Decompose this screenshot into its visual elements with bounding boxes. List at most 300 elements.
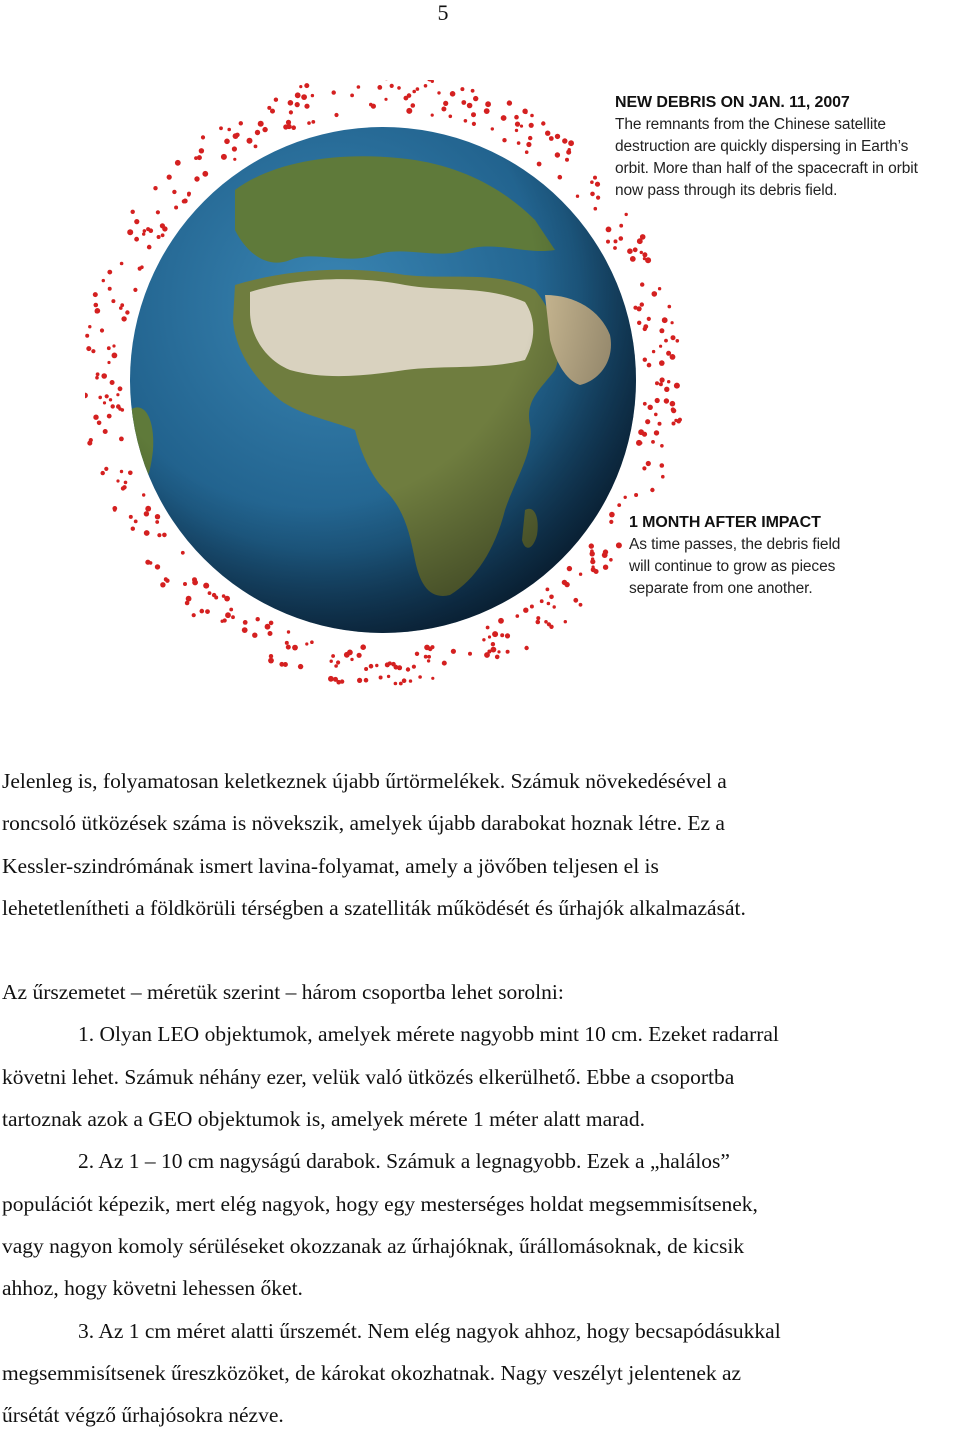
- debris-dot: [287, 630, 290, 633]
- debris-dot: [487, 650, 491, 654]
- debris-dot: [283, 124, 288, 129]
- debris-dot: [451, 649, 456, 654]
- debris-dot: [590, 180, 594, 184]
- debris-dot: [502, 138, 506, 142]
- debris-dot: [613, 246, 617, 250]
- debris-dot: [536, 620, 541, 625]
- debris-dot: [671, 408, 676, 413]
- debris-dot: [203, 583, 209, 589]
- debris-dot: [505, 633, 510, 638]
- debris-dot: [205, 609, 210, 614]
- debris-dot: [199, 148, 204, 153]
- debris-dot: [155, 514, 160, 519]
- debris-dot: [654, 430, 659, 435]
- debris-dot: [643, 402, 647, 406]
- debris-dot: [119, 437, 124, 442]
- debris-dot: [225, 612, 231, 618]
- debris-dot: [643, 358, 647, 362]
- debris-dot: [603, 565, 608, 570]
- debris-dot: [157, 533, 161, 537]
- debris-dot: [153, 186, 157, 190]
- debris-dot: [125, 310, 129, 314]
- debris-dot: [614, 239, 618, 243]
- debris-dot: [517, 141, 521, 145]
- debris-dot: [332, 90, 336, 94]
- debris-dot: [506, 650, 510, 654]
- debris-dot: [590, 551, 595, 556]
- debris-dot: [528, 136, 532, 140]
- debris-dot: [292, 645, 298, 651]
- debris-dot: [450, 91, 456, 97]
- debris-dot: [334, 664, 338, 668]
- debris-dot: [415, 652, 419, 656]
- debris-dot: [497, 650, 500, 653]
- debris-dot: [116, 479, 119, 482]
- debris-dot: [112, 344, 115, 347]
- debris-dot: [283, 662, 288, 667]
- debris-dot: [192, 613, 196, 617]
- debris-dot: [93, 292, 98, 297]
- debris-dot: [357, 678, 362, 683]
- text-line: megsemmisítsenek űreszközöket, de károkat okozhatnak. Nagy veszélyt jelentenek az: [2, 1352, 952, 1394]
- debris-dot: [155, 520, 159, 524]
- debris-dot: [336, 660, 340, 664]
- debris-dot: [591, 567, 596, 572]
- debris-dot: [109, 398, 112, 401]
- debris-dot: [255, 130, 260, 135]
- debris-dot: [219, 126, 223, 130]
- debris-dot: [107, 414, 112, 419]
- debris-dot: [91, 349, 95, 353]
- debris-dot: [549, 136, 554, 141]
- debris-dot: [102, 279, 105, 282]
- debris-dot: [619, 236, 624, 241]
- debris-dot: [431, 677, 434, 680]
- debris-dot: [229, 608, 233, 612]
- debris-dot: [101, 373, 107, 379]
- debris-dot: [161, 233, 165, 237]
- debris-dot: [553, 605, 556, 608]
- caption-line: now pass through its debris field.: [615, 180, 960, 202]
- debris-dot: [134, 219, 139, 224]
- debris-dot: [247, 138, 253, 144]
- debris-dot: [567, 566, 572, 571]
- debris-dot: [640, 251, 643, 254]
- debris-dot: [647, 363, 652, 368]
- debris-dot: [646, 461, 651, 466]
- debris-dot: [192, 577, 197, 582]
- debris-dot: [652, 291, 658, 297]
- debris-dot: [98, 396, 102, 400]
- debris-dot: [640, 282, 644, 286]
- debris-dot: [118, 386, 123, 391]
- debris-dot: [111, 299, 115, 303]
- debris-dot: [565, 158, 569, 162]
- debris-dot: [239, 121, 243, 125]
- debris-dot: [252, 633, 257, 638]
- debris-dot: [122, 485, 126, 489]
- debris-dot: [664, 398, 669, 403]
- debris-dot: [224, 139, 230, 145]
- debris-dot: [520, 125, 523, 128]
- debris-dot: [371, 104, 376, 109]
- debris-dot: [336, 680, 341, 685]
- debris-dot: [645, 419, 650, 424]
- debris-dot: [407, 93, 412, 98]
- debris-dot: [330, 660, 333, 663]
- debris-dot: [379, 676, 383, 680]
- debris-dot: [331, 654, 335, 658]
- debris-dot: [549, 595, 554, 600]
- text-line: 1. Olyan LEO objektumok, amelyek mérete nagyobb mint 10 cm. Ezeket radarral: [2, 1013, 952, 1055]
- debris-dot: [298, 664, 303, 669]
- caption-line: will continue to grow as pieces: [629, 556, 889, 578]
- debris-dot: [576, 195, 579, 198]
- debris-dot: [295, 92, 301, 98]
- debris-dot: [289, 110, 293, 114]
- caption-new-debris-heading: NEW DEBRIS ON JAN. 11, 2007: [615, 92, 960, 114]
- debris-dot: [645, 257, 651, 263]
- debris-dot: [515, 129, 518, 132]
- debris-dot: [526, 142, 531, 147]
- debris-dot: [655, 398, 660, 403]
- debris-dot: [609, 512, 615, 518]
- debris-dot: [387, 675, 390, 678]
- debris-dot: [360, 644, 366, 650]
- debris-dot: [655, 381, 659, 385]
- debris-dot: [138, 267, 142, 271]
- debris-dot: [672, 422, 676, 426]
- debris-dot: [660, 377, 665, 382]
- debris-dot: [364, 678, 369, 683]
- body-text: [2, 760, 952, 1436]
- debris-dot: [427, 659, 430, 662]
- debris-dot: [134, 520, 138, 524]
- debris-dot: [86, 346, 91, 351]
- debris-dot: [636, 440, 642, 446]
- debris-dot: [486, 626, 490, 630]
- debris-dot: [659, 360, 665, 366]
- debris-dot: [412, 665, 416, 669]
- debris-dot: [616, 542, 622, 548]
- text-line: 2. Az 1 – 10 cm nagyságú darabok. Számuk a legnagyobb. Ezek a „halálos”: [2, 1140, 952, 1182]
- caption-line: As time passes, the debris field: [629, 534, 889, 556]
- debris-dot: [530, 114, 534, 118]
- text-line: Kessler-szindrómának ismert lavina-folyamat, amely a jövőben teljesen el is: [2, 845, 952, 887]
- debris-dot: [602, 552, 608, 558]
- debris-dot: [131, 210, 135, 214]
- debris-dot: [110, 380, 115, 385]
- debris-dot: [377, 85, 382, 90]
- debris-dot: [95, 376, 99, 380]
- text-line: roncsoló ütközések száma is növekszik, amelyek újabb darabokat hoznak létre. Ez a: [2, 802, 952, 844]
- debris-dot: [472, 122, 476, 126]
- debris-dot: [491, 642, 495, 646]
- debris-dot: [93, 415, 98, 420]
- debris-dot: [637, 306, 642, 311]
- debris-dot: [134, 237, 139, 242]
- debris-dot: [107, 270, 112, 275]
- debris-dot: [674, 383, 680, 389]
- debris-dot: [651, 440, 655, 444]
- debris-dot: [471, 112, 476, 117]
- debris-dot: [568, 140, 574, 146]
- debris-dot: [111, 404, 115, 408]
- debris-dot: [399, 682, 403, 686]
- debris-dot: [174, 206, 178, 210]
- debris-dot: [671, 321, 674, 324]
- debris-dot: [162, 226, 167, 231]
- debris-dot: [334, 113, 338, 117]
- debris-dot: [536, 616, 540, 620]
- debris-dot: [143, 229, 147, 233]
- debris-dot: [609, 520, 613, 524]
- debris-dot: [214, 596, 218, 600]
- debris-dot: [201, 135, 205, 139]
- text-line: vagy nagyon komoly sérüléseket okozzanak az űrhajóknak, űrállomásoknak, de kicsik: [2, 1225, 952, 1267]
- debris-dot: [573, 598, 578, 603]
- debris-dot: [558, 175, 563, 180]
- debris-dot: [121, 316, 126, 321]
- debris-dot: [291, 125, 296, 130]
- debris-dot: [88, 325, 91, 328]
- debris-dot: [89, 438, 93, 442]
- debris-dot: [668, 305, 672, 309]
- debris-dot: [659, 382, 663, 386]
- debris-dot: [301, 94, 307, 100]
- debris-dot: [431, 80, 434, 83]
- debris-dot: [181, 551, 185, 555]
- debris-dot: [299, 85, 302, 88]
- debris-dot: [311, 120, 315, 124]
- debris-dot: [468, 652, 472, 656]
- debris-dot: [500, 633, 504, 637]
- debris-dot: [660, 444, 664, 448]
- debris-dot: [95, 310, 99, 314]
- debris-dot: [555, 134, 560, 139]
- debris-dot: [606, 240, 610, 244]
- debris-dot: [619, 224, 623, 228]
- debris-dot: [394, 682, 398, 686]
- debris-dot: [442, 661, 447, 666]
- debris-dot: [129, 515, 133, 519]
- debris-dot: [667, 380, 670, 383]
- debris-dot: [590, 559, 595, 564]
- debris-dot: [270, 109, 275, 114]
- debris-dot: [156, 210, 160, 214]
- debris-dot: [304, 83, 309, 88]
- debris-dot: [514, 115, 519, 120]
- debris-dot: [647, 317, 651, 321]
- debris-dot: [579, 603, 583, 607]
- caption-new-debris: [615, 92, 960, 202]
- debris-dot: [350, 658, 353, 661]
- debris-dot: [101, 471, 105, 475]
- debris-dot: [609, 558, 613, 562]
- debris-dot: [431, 114, 434, 117]
- debris-dot: [596, 196, 600, 200]
- debris-dot: [267, 106, 271, 110]
- debris-dot: [437, 91, 440, 94]
- debris-dot: [127, 229, 133, 235]
- debris-dot: [427, 655, 431, 659]
- debris-dot: [254, 145, 258, 149]
- debris-dot: [540, 599, 544, 603]
- debris-dot: [634, 493, 638, 497]
- debris-dot: [108, 287, 112, 291]
- debris-dot: [523, 608, 528, 613]
- debris-dot: [375, 664, 378, 667]
- debris-dot: [411, 103, 416, 108]
- debris-dot: [145, 506, 151, 512]
- text-line: lehetetlenítheti a földkörüli térségben a szatelliták működését és űrhajók alkalmazását.: [2, 887, 952, 929]
- debris-dot: [262, 127, 267, 132]
- debris-dot: [650, 488, 654, 492]
- debris-dot: [164, 577, 168, 581]
- debris-dot: [661, 475, 665, 479]
- debris-dot: [654, 413, 658, 417]
- debris-dot: [155, 564, 160, 569]
- debris-dot: [529, 123, 534, 128]
- debris-dot: [638, 429, 644, 435]
- debris-dot: [485, 101, 491, 107]
- debris-dot: [424, 655, 428, 659]
- debris-dot: [412, 90, 416, 94]
- debris-dot: [231, 615, 235, 619]
- debris-dot: [390, 84, 394, 88]
- debris-dot: [662, 317, 668, 323]
- debris-dot: [120, 262, 124, 266]
- debris-dot: [112, 353, 118, 359]
- debris-dot: [409, 679, 412, 682]
- text-line: populációt képezik, mert elég nagyok, hogy egy mesterséges holdat megsemmisítsenek,: [2, 1183, 952, 1225]
- debris-dot: [507, 100, 512, 105]
- debris-dot: [595, 182, 600, 187]
- debris-dot: [288, 100, 294, 106]
- debris-dot: [658, 422, 662, 426]
- debris-dot: [172, 190, 176, 194]
- debris-dot: [145, 560, 150, 565]
- debris-dot: [116, 404, 121, 409]
- debris-dot: [467, 103, 473, 109]
- debris-dot: [113, 508, 117, 512]
- debris-dot: [590, 192, 595, 197]
- debris-dot: [103, 401, 106, 404]
- debris-dot: [549, 625, 553, 629]
- debris-dot: [495, 655, 500, 660]
- debris-dot: [388, 661, 392, 665]
- debris-dot: [617, 503, 621, 507]
- debris-dot: [488, 635, 491, 638]
- debris-dot: [311, 94, 314, 97]
- debris-dot: [344, 652, 350, 658]
- debris-dot: [515, 122, 520, 127]
- text-line: Jelenleg is, folyamatosan keletkeznek újabb űrtörmelékek. Számuk növekedésével a: [2, 760, 952, 802]
- debris-dot: [397, 665, 402, 670]
- text-line: 3. Az 1 cm méret alatti űrszemét. Nem elég nagyok ahhoz, hogy becsapódásukkal: [2, 1310, 952, 1352]
- text-line: űrsétát végző űrhajósokra nézve.: [2, 1394, 952, 1436]
- debris-dot: [633, 247, 638, 252]
- debris-dot: [265, 624, 271, 630]
- debris-figure: [85, 80, 960, 700]
- debris-dot: [243, 620, 248, 625]
- debris-dot: [461, 100, 466, 105]
- debris-dot: [124, 481, 128, 485]
- debris-dot: [498, 618, 504, 624]
- debris-dot: [269, 621, 274, 626]
- debris-dot: [304, 104, 309, 109]
- debris-dot: [491, 127, 494, 130]
- debris-dot: [625, 213, 628, 216]
- debris-dot: [182, 199, 186, 203]
- debris-dot: [464, 119, 468, 123]
- debris-dot: [94, 303, 99, 308]
- debris-dot: [128, 471, 133, 476]
- caption-one-month: [629, 512, 889, 600]
- debris-dot: [175, 160, 181, 166]
- debris-dot: [541, 121, 545, 125]
- debris-dot: [233, 158, 236, 161]
- debris-dot: [268, 631, 273, 636]
- caption-line: The remnants from the Chinese satellite: [615, 114, 960, 136]
- debris-dot: [232, 146, 237, 151]
- debris-dot: [183, 582, 187, 586]
- debris-dot: [160, 582, 165, 587]
- debris-dot: [157, 235, 161, 239]
- debris-dot: [357, 85, 361, 89]
- text-line: tartoznak azok a GEO objektumok is, amelyek mérete 1 méter alatt marad.: [2, 1098, 952, 1140]
- debris-dot: [441, 107, 446, 112]
- debris-dot: [443, 101, 448, 106]
- debris-dot: [107, 346, 111, 350]
- debris-dot: [492, 631, 498, 637]
- debris-dot: [555, 152, 560, 157]
- debris-dot: [643, 324, 648, 329]
- debris-dot: [186, 596, 192, 602]
- debris-dot: [221, 154, 227, 160]
- debris-dot: [131, 527, 135, 531]
- debris-dot: [627, 248, 633, 254]
- debris-dot: [562, 580, 567, 585]
- debris-dot: [562, 138, 567, 143]
- debris-dot: [670, 401, 676, 407]
- debris-dot: [107, 361, 110, 364]
- debris-dot: [406, 108, 412, 114]
- debris-dot: [648, 405, 653, 410]
- caption-line: separate from one another.: [629, 578, 889, 600]
- debris-dot: [660, 463, 665, 468]
- debris-dot: [364, 667, 368, 671]
- debris-dot: [162, 533, 167, 538]
- debris-dot: [295, 102, 300, 107]
- debris-dot: [105, 394, 109, 398]
- debris-dot: [144, 511, 149, 516]
- debris-dot: [664, 387, 669, 392]
- debris-dot: [630, 256, 636, 262]
- debris-dot: [640, 234, 646, 240]
- debris-dot: [328, 676, 334, 682]
- debris-dot: [202, 171, 208, 177]
- caption-line: destruction are quickly dispersing in Earth’s: [615, 136, 960, 158]
- debris-dot: [223, 618, 227, 622]
- debris-dot: [594, 207, 598, 211]
- debris-dot: [547, 602, 551, 606]
- debris-dot: [307, 121, 311, 125]
- debris-dot: [676, 339, 680, 343]
- debris-dot: [142, 493, 145, 496]
- debris-dot: [524, 110, 528, 114]
- debris-dot: [305, 642, 308, 645]
